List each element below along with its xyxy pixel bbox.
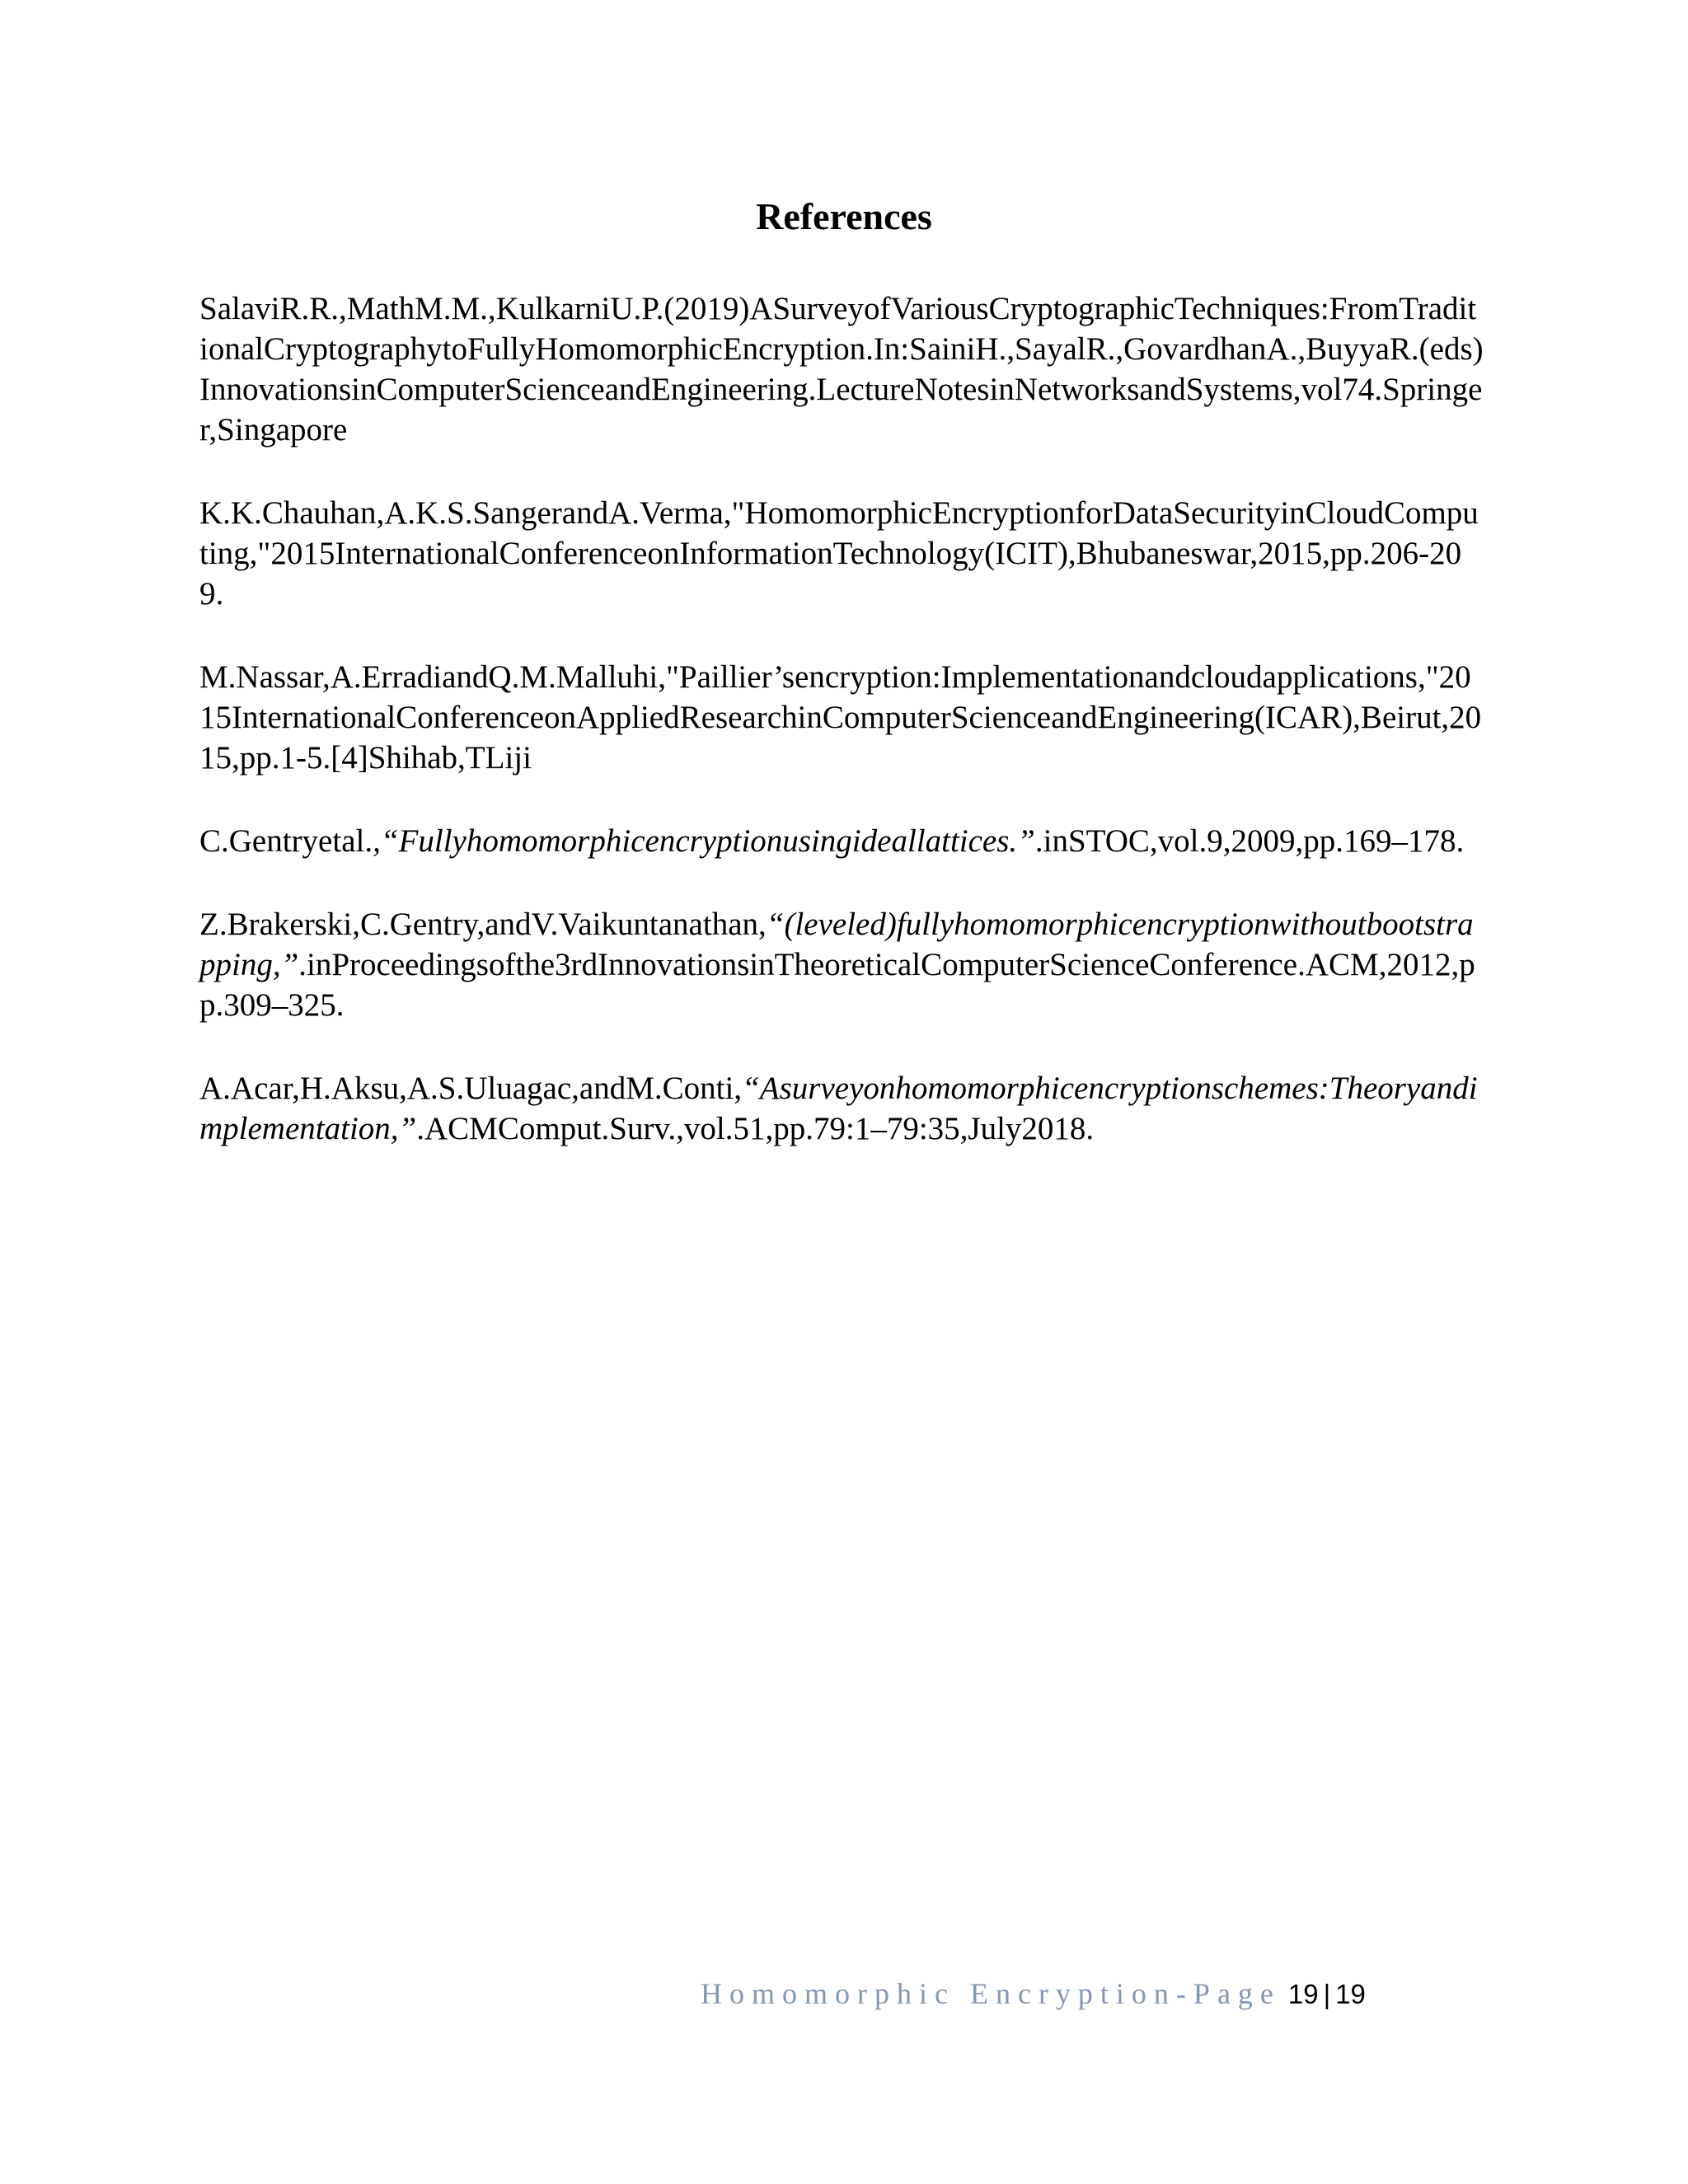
reference-item [199, 821, 1485, 861]
reference-item [199, 288, 1485, 450]
reference-source: .ACMComput.Surv.,vol.51,pp.79:1–79:35,July2018. [416, 1111, 1095, 1146]
reference-text: Z.Brakerski,C.Gentry,andV.Vaikuntanathan, [199, 907, 767, 942]
reference-item [199, 1068, 1485, 1149]
total-pages: 19 [1335, 1979, 1366, 2009]
reference-text: A.Acar,H.Aksu,A.S.Uluagac,andM.Conti, [199, 1071, 743, 1106]
reference-list [199, 288, 1485, 1192]
footer-title: Homomorphic Encryption-Page [701, 1977, 1281, 2010]
reference-text: C.Gentryetal. [199, 823, 373, 859]
reference-title: ,“Fullyhomomorphicencryptionusingideallattices.” [373, 823, 1035, 859]
reference-title: “(leveled)fullyhomomorphicencryptionwithoutbootstrapping,” [199, 907, 1474, 982]
reference-text: K.K.Chauhan,A.K.S.SangerandA.Verma,"HomomorphicEncryptionforDataSecurityinCloudComputing,"2015InternationalConferenceonInformationTechnology(ICIT),Bhubaneswar,2015,pp.206-209. [199, 495, 1479, 612]
reference-source: .inProceedingsofthe3rdInnovationsinTheoreticalComputerScienceConference.ACM,2012,pp.309–325. [199, 947, 1475, 1023]
reference-item [199, 493, 1485, 614]
footer-separator: | [1323, 1979, 1331, 2009]
reference-title: “Asurveyonhomomorphicencryptionschemes:Theoryandimplementation,” [199, 1071, 1478, 1146]
page-footer [701, 1976, 1525, 2011]
reference-item [199, 657, 1485, 778]
reference-item [199, 904, 1485, 1025]
page-title: References [756, 195, 932, 237]
reference-text: M.Nassar,A.ErradiandQ.M.Malluhi,"Paillier’sencryption:Implementationandcloudapplications,"2015InternationalConferenceonAppliedResearchinComputerScienceandEngineering(ICAR),Beirut,2015,pp.1-5.[4]Shihab,TLiji [199, 659, 1482, 776]
page-number: 19 [1287, 1979, 1319, 2009]
reference-text: SalaviR.R.,MathM.M.,KulkarniU.P.(2019)ASurveyofVariousCryptographicTechniques:FromTraditionalCryptographytoFullyHomomorphicEncryption.In:SainiH.,SayalR.,GovardhanA.,BuyyaR.(eds)InnovationsinComputerScienceandEngineering.LectureNotesinNetworksandSystems,vol74.Springer,Singapore [199, 291, 1484, 448]
reference-source: .inSTOC,vol.9,2009,pp.169–178. [1034, 823, 1465, 859]
